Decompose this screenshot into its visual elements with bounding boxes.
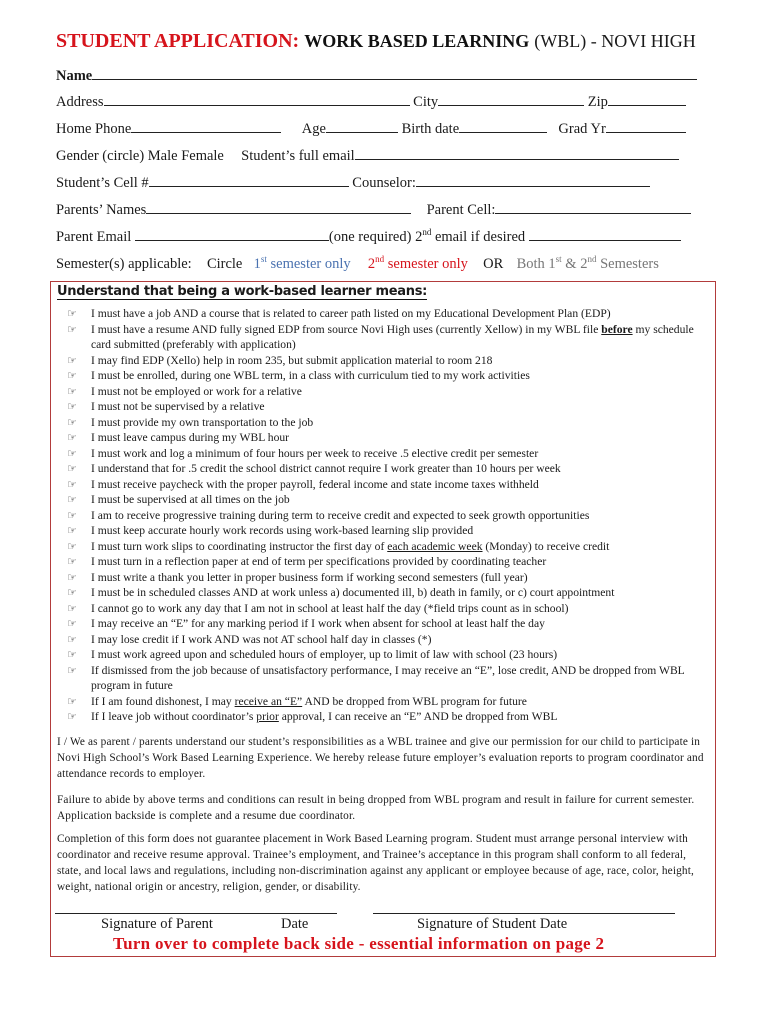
title-wbl: WORK BASED LEARNING	[304, 31, 530, 51]
both-semesters-option[interactable]: Both 1st & 2nd Semesters	[516, 254, 659, 272]
name-field[interactable]	[92, 66, 697, 80]
city-label: City	[413, 94, 439, 110]
requirement-item: ☞ I must be supervised at all times on the job	[67, 493, 290, 506]
student-cell-label: Student’s Cell #	[56, 175, 149, 191]
circle-label: Circle	[206, 255, 243, 272]
requirement-item: ☞ I may find EDP (Xello) help in room 235, but submit application material to room 218	[67, 353, 493, 367]
one-required-label: (one required)	[328, 229, 412, 245]
counselor-field[interactable]	[416, 173, 650, 187]
requirement-item: ☞ I am to receive progressive training during term to receive credit and expected to seek growth opportunities	[67, 508, 590, 522]
pointing-hand-icon: ☞	[67, 477, 77, 491]
pointing-hand-icon: ☞	[67, 648, 77, 661]
student-email-label: Student’s full email	[241, 148, 355, 164]
pointing-hand-icon: ☞	[67, 384, 77, 398]
pointing-hand-icon: ☞	[67, 586, 77, 599]
pointing-hand-icon: ☞	[67, 431, 77, 444]
parents-row	[56, 200, 691, 219]
pointing-hand-icon: ☞	[67, 524, 77, 537]
parent-email-field[interactable]	[135, 227, 329, 241]
requirement-item: ☞ If I leave job without coordinator’s prior approval, I can receive an “E” AND be dropped from WBL	[67, 710, 558, 723]
address-row	[56, 92, 686, 111]
city-field[interactable]	[438, 92, 584, 106]
name-row	[56, 66, 697, 85]
page-title	[56, 30, 696, 53]
pointing-hand-icon: ☞	[67, 539, 77, 553]
pointing-hand-icon: ☞	[67, 632, 77, 646]
pointing-hand-icon: ☞	[67, 353, 77, 367]
zip-label: Zip	[587, 94, 608, 110]
pointing-hand-icon: ☞	[67, 617, 77, 630]
pointing-hand-icon: ☞	[67, 400, 77, 413]
student-signature-line[interactable]	[373, 913, 675, 914]
home-phone-label: Home Phone	[56, 121, 132, 137]
age-label: Age	[301, 121, 326, 137]
pointing-hand-icon: ☞	[67, 570, 77, 584]
requirement-item: ☞ I must not be employed or work for a relative	[67, 384, 302, 398]
home-phone-field[interactable]	[131, 119, 281, 133]
grad-yr-field[interactable]	[606, 119, 686, 133]
or-label: OR	[483, 255, 504, 272]
pointing-hand-icon: ☞	[67, 493, 77, 506]
parent-cell-label: Parent Cell:	[426, 202, 496, 218]
requirement-item: ☞ I must have a job AND a course that is related to career path listed on my Educational Development Plan (EDP)	[67, 307, 611, 320]
turn-over-notice: Turn over to complete back side - essential information on page 2	[113, 934, 605, 953]
age-field[interactable]	[326, 119, 398, 133]
requirement-item: ☞ I must have a resume AND fully signed EDP from source Novi High uses (currently Xellow) in my WBL file before my schedule card submitted (preferably with application)	[67, 322, 694, 351]
address-label: Address	[56, 94, 104, 110]
requirement-item: ☞ I must work and log a minimum of four hours per week to receive .5 elective credit per semester	[67, 446, 539, 460]
requirement-item: ☞ If dismissed from the job because of unsatisfactory performance, I may receive an “E”, lose credit, AND be dropped from WBL program in future	[67, 663, 685, 692]
requirement-item: ☞ I must provide my own transportation to the job	[67, 415, 314, 429]
cell-row	[56, 173, 650, 192]
pointing-hand-icon: ☞	[67, 322, 77, 336]
parent-signature-line[interactable]	[55, 913, 337, 914]
pointing-hand-icon: ☞	[67, 663, 77, 677]
parent-permission-paragraph: I / We as parent / parents understand our student’s responsibilities as a WBL trainee and give our permission for our child to participate in Novi High School’s Work Based Learning Experience. We hereby release future employer’s evaluation reports to program coordinator and attendance records to employer.	[57, 736, 704, 780]
birth-date-label: Birth date	[401, 121, 460, 137]
requirement-item: ☞ I understand that for .5 credit the school district cannot require I work greater than 10 hours per week	[67, 462, 561, 475]
requirement-item: ☞ I must be in scheduled classes AND at work unless a) documented ill, b) death in family, or c) court appointment	[67, 586, 615, 599]
pointing-hand-icon: ☞	[67, 307, 77, 320]
phone-row	[56, 119, 686, 138]
requirement-item: ☞ I must not be supervised by a relative	[67, 400, 265, 413]
second-email-sup: nd	[422, 227, 432, 238]
second-email-label: email if desired	[431, 229, 526, 245]
completion-paragraph: Completion of this form does not guarantee placement in Work Based Learning program. Student must arrange personal interview with coordinator and receive resume approval. Trainee’s employment, and Trainee’s acceptance in this program shall conform to all federal, state, and local laws and regulations, including non-discrimination against any applicant or employee because of age, race, color, height, weight, national origin or ancestry, religion, gender, or disability.	[57, 833, 694, 893]
requirements-list	[61, 306, 711, 725]
parent-date-label: Date	[281, 916, 309, 932]
grad-yr-label: Grad Yr	[558, 121, 606, 137]
student-signature-label: Signature of Student Date	[417, 916, 568, 932]
birth-date-field[interactable]	[459, 119, 547, 133]
pointing-hand-icon: ☞	[67, 415, 77, 429]
parent-email-label: Parent Email	[56, 229, 132, 245]
requirement-item: ☞ I must work agreed upon and scheduled hours of employer, up to limit of law with school (23 hours)	[67, 648, 558, 661]
second-email-field[interactable]	[529, 227, 681, 241]
requirement-item: ☞ If I am found dishonest, I may receive an “E” AND be dropped from WBL program for future	[67, 694, 527, 708]
pointing-hand-icon: ☞	[67, 601, 77, 615]
counselor-label: Counselor:	[352, 175, 416, 191]
pointing-hand-icon: ☞	[67, 555, 77, 568]
pointing-hand-icon: ☞	[67, 508, 77, 522]
parents-names-field[interactable]	[146, 200, 411, 214]
second-email-num: 2	[415, 229, 423, 245]
requirement-item: ☞ I must write a thank you letter in proper business form if working second semesters (full year)	[67, 570, 528, 584]
title-rest: (WBL) - NOVI HIGH	[534, 31, 696, 51]
gender-label: Gender (circle) Male Female	[56, 148, 224, 164]
pointing-hand-icon: ☞	[67, 694, 77, 708]
parent-signature-label: Signature of Parent	[101, 916, 213, 932]
failure-paragraph: Failure to abide by above terms and conditions can result in being dropped from WBL program and result in failure for current semester. Application backside is complete and a resume due coordinator.	[57, 794, 695, 822]
name-label: Name	[56, 68, 93, 84]
parents-names-label: Parents’ Names	[56, 202, 147, 218]
requirement-item: ☞ I must be enrolled, during one WBL term, in a class with curriculum tied to my work activities	[67, 369, 530, 382]
zip-field[interactable]	[608, 92, 686, 106]
gender-row	[56, 146, 679, 165]
semester-row	[56, 254, 659, 273]
pointing-hand-icon: ☞	[67, 710, 77, 723]
semester-1-option[interactable]: 1st semester only	[253, 254, 351, 272]
address-field[interactable]	[104, 92, 410, 106]
parent-cell-field[interactable]	[495, 200, 691, 214]
requirement-item: ☞ I must turn in a reflection paper at end of term per specifications provided by coordinating teacher	[67, 555, 547, 568]
pointing-hand-icon: ☞	[67, 446, 77, 460]
requirement-item: ☞ I must receive paycheck with the proper payroll, federal income and state income taxes withheld	[67, 477, 539, 491]
requirement-item: ☞ I must turn work slips to coordinating instructor the first day of each academic week (Monday) to receive credit	[67, 539, 610, 553]
semester-label: Semester(s) applicable:	[56, 255, 192, 272]
student-email-field[interactable]	[355, 146, 679, 160]
requirement-item: ☞ I may receive an “E” for any marking period if I work when absent for school at least half the day	[67, 617, 545, 630]
requirements-box	[50, 281, 716, 957]
requirement-item: ☞ I may lose credit if I work AND was not AT school half day in classes (*)	[67, 632, 432, 646]
semester-2-option[interactable]: 2nd semester only	[367, 254, 468, 272]
student-cell-field[interactable]	[149, 173, 349, 187]
pointing-hand-icon: ☞	[67, 369, 77, 382]
pointing-hand-icon: ☞	[67, 462, 77, 475]
requirement-item: ☞ I cannot go to work any day that I am not in school at least half the day (*field trips count as in school)	[67, 601, 569, 615]
title-student-application: STUDENT APPLICATION:	[56, 30, 300, 52]
requirement-item: ☞ I must leave campus during my WBL hour	[67, 431, 290, 444]
requirements-heading: Understand that being a work-based learner means:	[57, 284, 428, 299]
requirement-item: ☞ I must keep accurate hourly work records using work-based learning slip provided	[67, 524, 474, 537]
parent-email-row	[56, 227, 681, 246]
